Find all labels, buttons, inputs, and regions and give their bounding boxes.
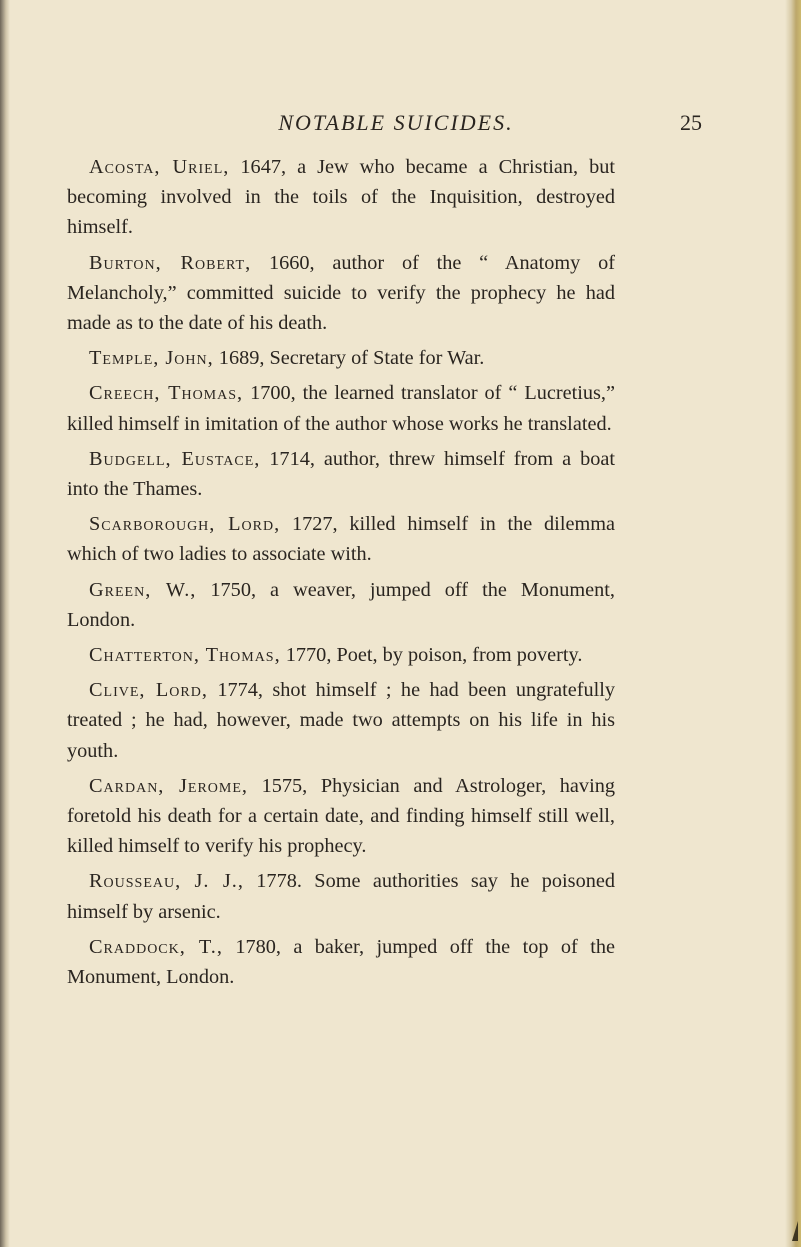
page-number: 25 [680,110,702,135]
entry-text: 1778. Some authorities say he poisoned himself by arsenic. [67,870,615,923]
running-title: NOTABLE SUICIDES. [278,110,514,135]
entry-name: Budgell, Eustace, [89,447,261,470]
entry-name: Creech, Thomas, [89,382,244,405]
entry-name: Clive, Lord, [89,679,208,702]
list-item [67,575,615,635]
entry-name: Green, W., [89,578,197,601]
entry-text: 1647, a Jew who became a Christian, but becoming involved in the toils of the Inquisition, destroyed himself. [67,156,616,239]
list-item [67,932,615,992]
list-item [67,866,615,926]
entry-name: Craddock, T., [89,935,223,958]
entry-text: 1780, a baker, jumped off the top of the Monument, London. [67,935,615,989]
entries-list [67,152,615,997]
entry-text: 1714, author, threw himself from a boat into the Thames. [67,447,615,501]
corner-mark [792,1221,798,1241]
entry-text: 1575, Physician and Astrologer, having foretold his death for a certain date, and finding himself still well, killed himself to verify his prophecy. [67,774,615,858]
entry-name: Scarborough, Lord, [89,513,281,536]
entry-text: 1727, killed himself in the dilemma which of two ladies to associate with. [67,513,616,566]
list-item [67,675,615,766]
entry-text: 1770, Poet, by poison, from poverty. [285,644,583,667]
entry-text: 1689, Secretary of State for War. [218,347,485,370]
list-item [67,509,615,569]
entry-name: Temple, John, [89,347,214,370]
entry-name: Rousseau, J. J., [89,870,244,893]
entry-name: Chatterton, Thomas, [89,644,281,667]
entry-text: 1774, shot himself ; he had been ungratefully treated ; he had, however, made two attempts on his life in his youth. [67,679,616,762]
list-item [67,343,615,373]
entry-text: 1700, the learned translator of “ Lucretius,” killed himself in imitation of the author whose works he translated. [67,382,616,435]
list-item [67,378,615,438]
list-item [67,444,615,504]
entry-text: 1750, a weaver, jumped off the Monument, London. [67,578,615,631]
list-item [67,771,615,862]
list-item [67,152,615,243]
entry-name: Cardan, Jerome, [89,774,248,797]
entry-name: Acosta, Uriel, [89,156,230,178]
list-item [67,640,615,670]
entry-text: 1660, author of the “ Anatomy of Melancholy,” committed suicide to verify the prophecy he had made as to the date of his death. [67,251,615,335]
entry-name: Burton, Robert, [89,251,252,274]
page-binding-edge [0,0,10,1247]
list-item [67,248,615,339]
page-header [90,110,702,144]
page-fore-edge [785,0,801,1247]
